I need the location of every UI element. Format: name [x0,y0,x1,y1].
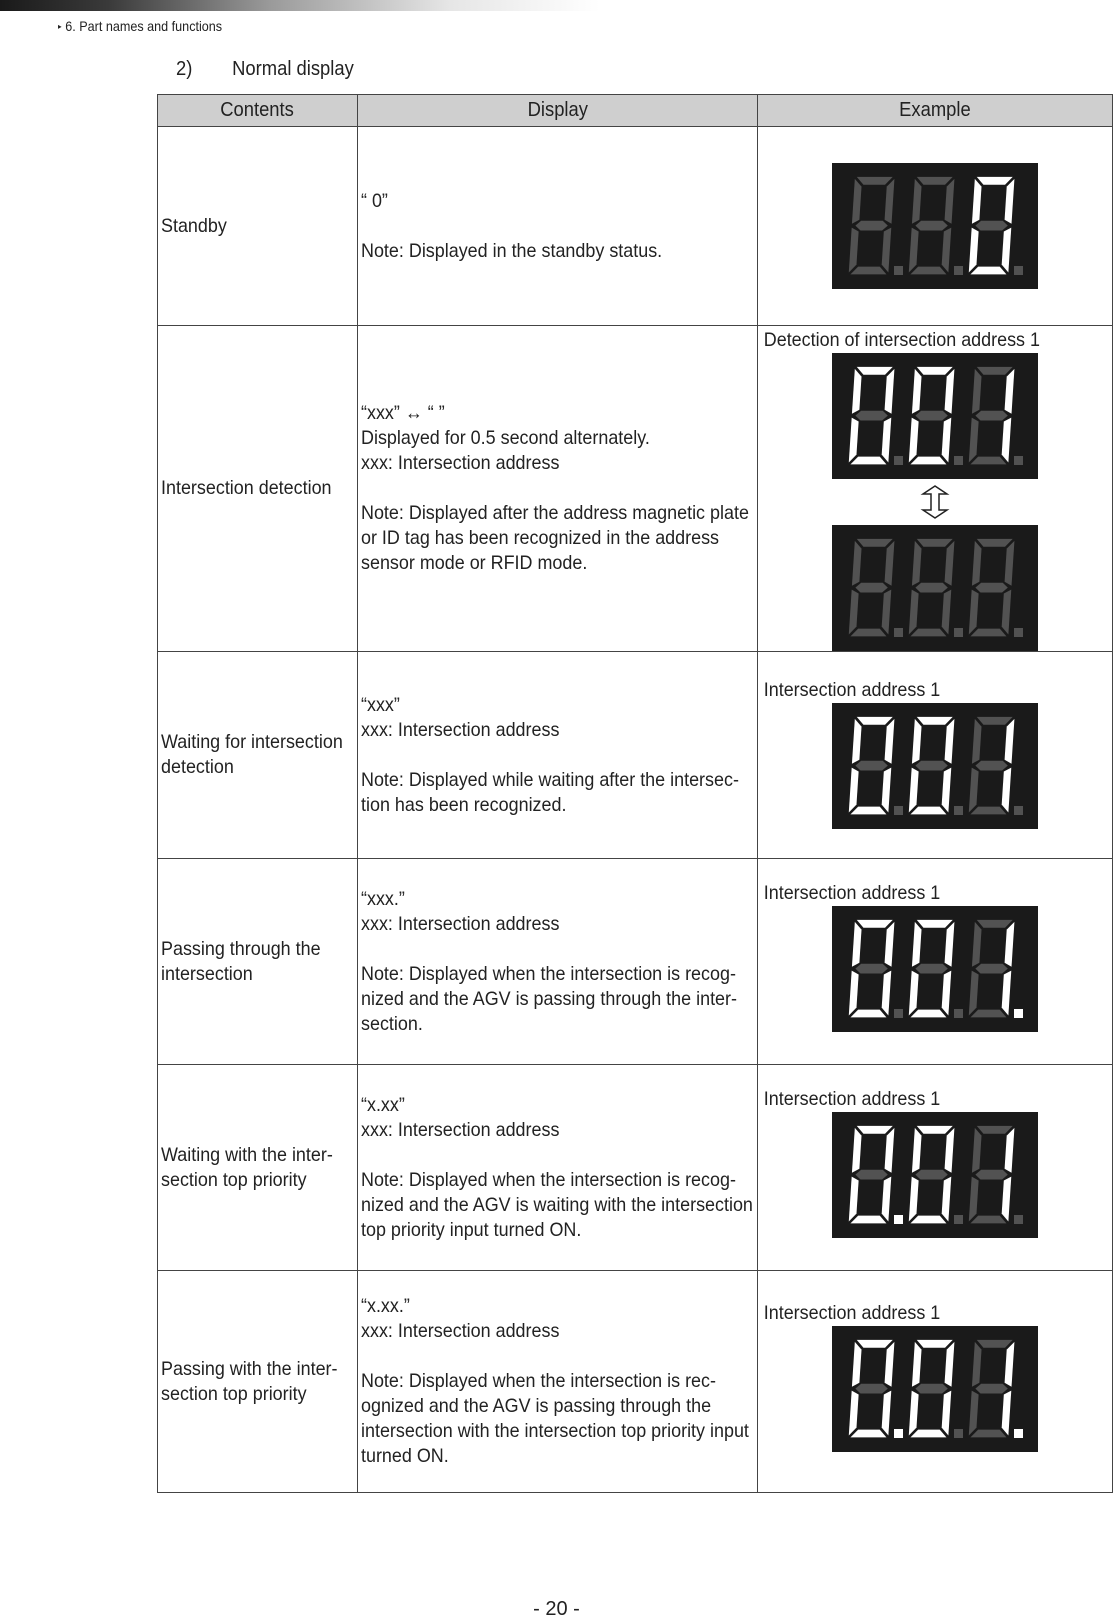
segment-a [976,1340,1013,1348]
segment-g [915,1384,948,1394]
display-cell [358,127,758,326]
segment-e [849,971,859,1016]
segment-d [970,807,1007,815]
segment-g [915,1170,948,1180]
segment-d [850,807,887,815]
segment-b [944,369,954,414]
segment-a [916,920,953,928]
segment-a [856,177,893,185]
seven-segment-digit [969,1126,1015,1224]
table-row [158,1271,1113,1493]
segment-g [975,583,1008,593]
segment-c [881,228,891,273]
decimal-point [954,1215,963,1224]
display-text: “xxx” [361,693,400,716]
contents-text: Passing with the inter- [161,1357,338,1380]
segment-g [915,411,948,421]
seven-segment-digit [969,1340,1015,1438]
segment-f [972,922,982,967]
segment-f [972,541,982,586]
segment-a [916,717,953,725]
seven-segment-display [832,525,1038,651]
decimal-point [894,806,903,815]
display-cell [358,652,758,859]
segment-g [915,964,948,974]
segment-c [1001,590,1011,635]
display-text: “xxx.” [361,887,405,910]
double-arrow-icon [905,485,965,519]
segment-g [915,583,948,593]
example-label: Intersection address 1 [763,882,941,904]
table-row [158,326,1113,652]
contents-cell [158,1271,358,1493]
segment-b [944,1342,954,1387]
contents-text: intersection [161,962,253,985]
segment-a [916,177,953,185]
segment-a [856,1126,893,1134]
example-label: Intersection address 1 [763,1302,941,1324]
segment-g [855,583,888,593]
seven-segment-display [832,703,1038,829]
segment-f [912,541,922,586]
contents-cell [158,326,358,652]
segment-b [944,179,954,224]
decimal-point [894,1215,903,1224]
segment-b [884,922,894,967]
contents-cell [158,127,358,326]
segment-f [852,179,862,224]
segment-c [941,1391,951,1436]
seven-segment-display [832,1112,1038,1238]
seven-segment-digit [969,177,1015,275]
segment-c [1001,1177,1011,1222]
seven-segment-digit [849,920,895,1018]
segment-d [850,629,887,637]
seven-segment-digit [909,1340,955,1438]
blank-line [361,476,754,501]
segment-b [1004,1342,1014,1387]
example-cell [758,652,1113,859]
contents-text: detection [161,756,234,778]
decimal-point [1014,628,1023,637]
display-text: or ID tag has been recognized in the address [361,527,720,549]
breadcrumb-text: 6. Part names and functions [65,18,223,34]
decimal-point [894,1009,903,1018]
column-header-example: Example [758,95,1113,127]
segment-d [910,807,947,815]
seven-segment-digit [849,177,895,275]
segment-f [852,922,862,967]
display-text: Note: Displayed when the intersection is rec- [361,1370,716,1392]
segment-d [970,1010,1007,1018]
segment-b [1004,922,1014,967]
segment-c [1001,418,1011,463]
display-text: xxx: Intersection address [361,1320,560,1342]
segment-g [855,761,888,771]
seven-segment-digit [909,177,955,275]
segment-f [912,179,922,224]
segment-d [970,457,1007,465]
segment-c [1001,768,1011,813]
seven-segment-display [832,353,1038,479]
segment-e [909,971,919,1016]
contents-cell [158,859,358,1065]
seven-segment-digit [969,367,1015,465]
segment-f [912,719,922,764]
contents-text: Intersection detection [161,477,332,499]
segment-a [976,1126,1013,1134]
section-title-text: Normal display [232,58,354,80]
segment-d [910,1430,947,1438]
segment-f [972,369,982,414]
display-text: tion has been recognized. [361,793,567,816]
display-text: Note: Displayed while waiting after the intersec- [361,768,739,791]
segment-g [975,1170,1008,1180]
decimal-point [954,1429,963,1438]
segment-e [969,768,979,813]
segment-d [850,1216,887,1224]
display-text: “x.xx” [361,1093,405,1116]
segment-g [975,411,1008,421]
seven-segment-digit [909,539,955,637]
segment-c [941,228,951,273]
segment-e [969,418,979,463]
segment-e [849,590,859,635]
segment-d [850,267,887,275]
segment-f [972,1342,982,1387]
table-row [158,859,1113,1065]
segment-d [910,1010,947,1018]
segment-e [909,228,919,273]
display-text: Note: Displayed when the intersection is recog- [361,1168,736,1191]
display-text: turned ON. [361,1445,449,1467]
segment-f [852,1342,862,1387]
segment-d [970,1430,1007,1438]
segment-d [850,1430,887,1438]
segment-c [881,418,891,463]
segment-a [916,539,953,547]
display-text: Note: Displayed in the standby status. [361,239,663,262]
segment-b [1004,1128,1014,1173]
segment-c [1001,1391,1011,1436]
segment-b [1004,541,1014,586]
segment-b [944,1128,954,1173]
section-number: 2) [176,58,193,80]
segment-g [855,964,888,974]
segment-g [975,1384,1008,1394]
segment-d [910,1216,947,1224]
display-text: intersection with the intersection top priority input [361,1420,749,1442]
segment-c [941,1177,951,1222]
segment-a [976,539,1013,547]
segment-g [855,411,888,421]
seven-segment-digit [849,367,895,465]
display-cell [358,1271,758,1493]
segment-e [849,768,859,813]
example-cell [758,859,1113,1065]
seven-segment-digit [909,1126,955,1224]
segment-f [912,922,922,967]
display-text: nized and the AGV is passing through the inter- [361,987,737,1010]
seven-segment-digit [849,1126,895,1224]
segment-e [969,971,979,1016]
seven-segment-digit [909,717,955,815]
segment-b [1004,179,1014,224]
segment-c [881,971,891,1016]
segment-c [941,768,951,813]
display-text: “xxx” ↔ “ ” [361,402,445,424]
display-text: xxx: Intersection address [361,1118,560,1141]
segment-c [941,971,951,1016]
display-text: xxx: Intersection address [361,912,560,935]
decimal-point [894,628,903,637]
segment-e [909,418,919,463]
segment-g [915,221,948,231]
header-gradient-bar [0,0,600,11]
segment-f [852,719,862,764]
segment-a [976,920,1013,928]
display-text: Displayed for 0.5 second alternately. [361,427,650,449]
contents-text: section top priority [161,1382,307,1405]
display-text: xxx: Intersection address [361,718,560,741]
segment-f [972,1128,982,1173]
segment-d [970,267,1007,275]
segment-a [976,717,1013,725]
segment-c [881,1391,891,1436]
seven-segment-digit [849,717,895,815]
contents-text: Waiting with the inter- [161,1143,333,1166]
seven-segment-digit [909,920,955,1018]
display-text: nized and the AGV is waiting with the intersection [361,1193,753,1216]
decimal-point [1014,456,1023,465]
section-title [176,58,354,81]
segment-f [852,1128,862,1173]
blank-line [361,214,754,239]
seven-segment-digit [849,539,895,637]
segment-c [881,590,891,635]
segment-c [1001,971,1011,1016]
segment-c [941,590,951,635]
seven-segment-digit [909,367,955,465]
segment-a [976,177,1013,185]
segment-e [909,1177,919,1222]
segment-f [852,369,862,414]
segment-d [910,629,947,637]
segment-b [884,369,894,414]
segment-a [856,1340,893,1348]
contents-text: Standby [161,214,227,237]
segment-a [856,539,893,547]
segment-e [969,590,979,635]
blank-line [361,1344,754,1369]
seven-segment-digit [969,539,1015,637]
segment-f [912,1128,922,1173]
segment-a [856,920,893,928]
decimal-point [954,266,963,275]
segment-d [910,267,947,275]
segment-e [849,1177,859,1222]
segment-d [970,1216,1007,1224]
segment-b [884,541,894,586]
display-text: Note: Displayed when the intersection is recog- [361,962,736,985]
contents-cell [158,652,358,859]
segment-g [855,1170,888,1180]
display-text: xxx: Intersection address [361,452,560,474]
segment-b [884,719,894,764]
breadcrumb [58,18,222,34]
segment-b [1004,369,1014,414]
table-row [158,1065,1113,1271]
segment-f [972,719,982,764]
decimal-point [1014,266,1023,275]
normal-display-table [157,94,1113,1493]
segment-g [975,761,1008,771]
segment-a [916,367,953,375]
segment-f [852,541,862,586]
segment-g [975,964,1008,974]
example-label: Intersection address 1 [763,1088,941,1110]
segment-d [850,1010,887,1018]
segment-d [970,629,1007,637]
segment-a [856,367,893,375]
segment-a [916,1126,953,1134]
segment-b [884,179,894,224]
seven-segment-digit [849,1340,895,1438]
display-text: Note: Displayed after the address magnetic plate [361,502,749,524]
segment-e [909,590,919,635]
display-text: “x.xx.” [361,1295,410,1317]
seven-segment-display [832,163,1038,289]
decimal-point [954,456,963,465]
display-text: section. [361,1012,423,1035]
segment-g [855,1384,888,1394]
triangle-bullet-icon: ▸ [58,22,62,31]
contents-text: Waiting for intersection [161,731,343,753]
segment-g [975,221,1008,231]
segment-b [944,922,954,967]
blank-line [361,743,754,768]
segment-f [912,369,922,414]
example-cell [758,127,1113,326]
contents-text: section top priority [161,1168,307,1191]
segment-f [912,1342,922,1387]
seven-segment-display [832,906,1038,1032]
decimal-point [1014,806,1023,815]
display-cell [358,859,758,1065]
table-header-row [158,95,1113,127]
page-number: - 20 - [533,1598,580,1620]
decimal-point [894,266,903,275]
decimal-point [954,806,963,815]
blank-line [361,1143,754,1168]
decimal-point [954,628,963,637]
segment-b [944,719,954,764]
seven-segment-display [832,1326,1038,1452]
segment-c [881,768,891,813]
display-text: “ 0” [361,189,388,212]
decimal-point [954,1009,963,1018]
segment-e [969,228,979,273]
segment-a [976,367,1013,375]
segment-b [884,1128,894,1173]
segment-c [1001,228,1011,273]
display-text: ognized and the AGV is passing through the [361,1395,712,1417]
display-text: sensor mode or RFID mode. [361,552,588,574]
contents-cell [158,1065,358,1271]
example-label: Detection of intersection address 1 [763,329,1041,351]
display-cell [358,1065,758,1271]
segment-g [915,761,948,771]
example-cell [758,1271,1113,1493]
contents-text: Passing through the [161,937,321,960]
segment-e [909,1391,919,1436]
segment-c [881,1177,891,1222]
segment-a [916,1340,953,1348]
segment-e [969,1177,979,1222]
table-row [158,652,1113,859]
decimal-point [1014,1215,1023,1224]
column-header-contents: Contents [158,95,358,127]
display-text: top priority input turned ON. [361,1218,582,1241]
segment-d [850,457,887,465]
decimal-point [894,456,903,465]
segment-b [1004,719,1014,764]
segment-b [944,541,954,586]
decimal-point [1014,1429,1023,1438]
seven-segment-digit [969,717,1015,815]
decimal-point [1014,1009,1023,1018]
table-row [158,127,1113,326]
segment-e [849,228,859,273]
example-label: Intersection address 1 [763,679,941,701]
decimal-point [894,1429,903,1438]
segment-f [972,179,982,224]
display-cell [358,326,758,652]
segment-e [909,768,919,813]
segment-a [856,717,893,725]
segment-g [855,221,888,231]
segment-d [910,457,947,465]
segment-e [849,1391,859,1436]
seven-segment-digit [969,920,1015,1018]
segment-b [884,1342,894,1387]
blank-line [361,937,754,962]
segment-e [969,1391,979,1436]
example-cell [758,326,1113,652]
segment-e [849,418,859,463]
segment-c [941,418,951,463]
example-cell [758,1065,1113,1271]
column-header-display: Display [358,95,758,127]
